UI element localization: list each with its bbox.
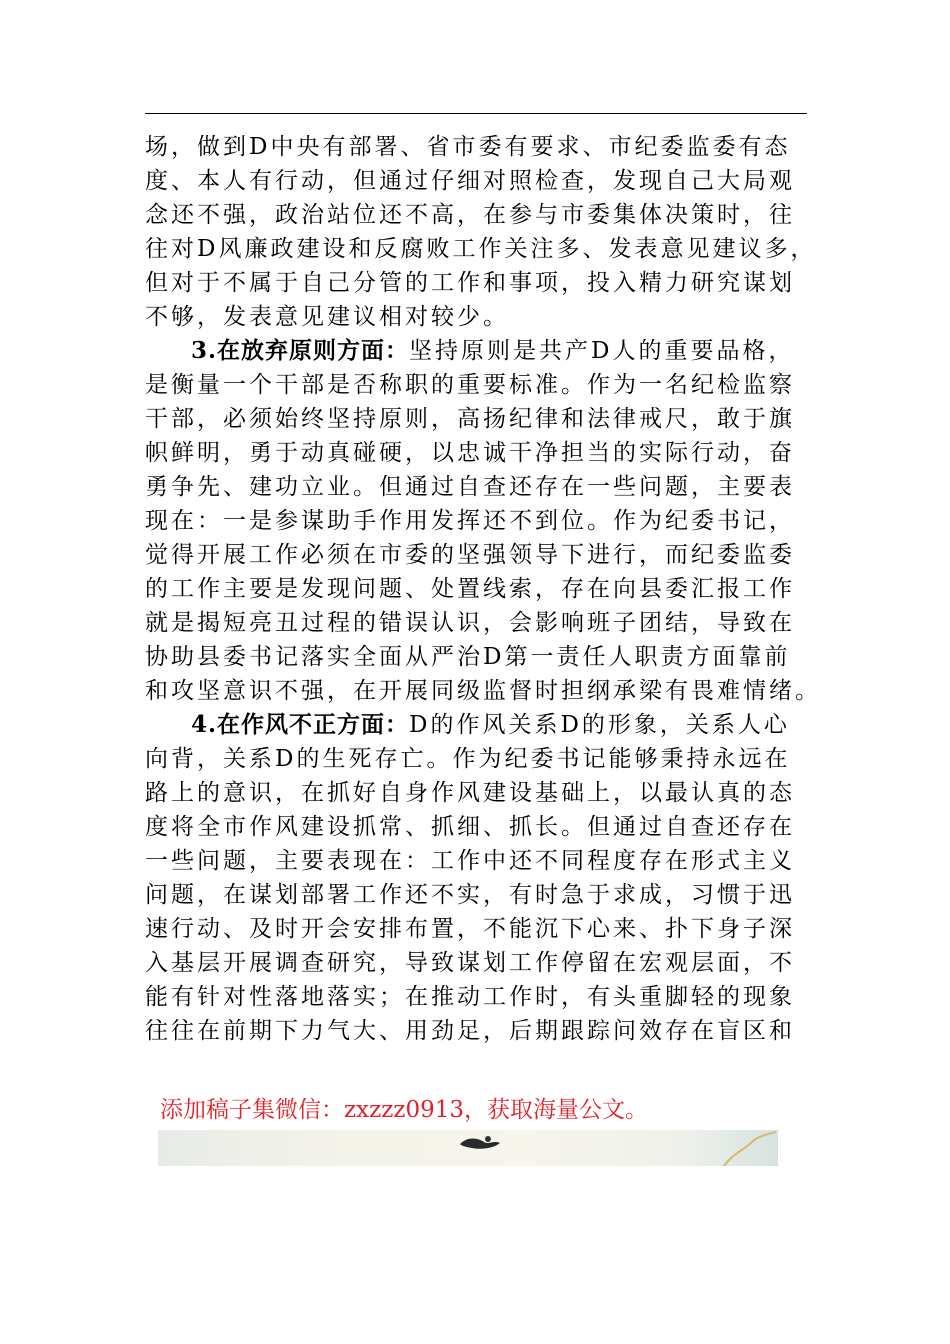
line-text: 向背，关系D的生死存亡。作为纪委书记能够秉持永远在 [145,746,791,772]
line-text: 速行动、及时开会安排布置，不能沉下心来、扑下身子深 [145,916,795,942]
line-text: 觉得开展工作必须在市委的坚强领导下进行，而纪委监委 [145,542,795,568]
text-line [145,946,807,980]
line-text: 现在：一是参谋助手作用发挥还不到位。作为纪委书记， [145,508,795,534]
text-line [145,1014,807,1048]
text-line [145,742,807,776]
text-line [145,164,807,198]
text-line [145,436,807,470]
text-line [145,470,807,504]
line-text: 入基层开展调查研究，导致谋划工作停留在宏观层面，不 [145,950,795,976]
paragraph-heading-line [145,334,807,368]
text-line [145,368,807,402]
section-heading: 4.在作风不正方面： [191,711,410,738]
text-line [145,606,807,640]
line-text: 的工作主要是发现问题、处置线索，存在向县委汇报工作 [145,576,795,602]
line-text: 念还不强，政治站位还不高，在参与市委集体决策时，往 [145,202,795,228]
text-line [145,776,807,810]
document-body [145,130,821,1048]
line-text: 就是揭短亮丑过程的错误认识，会影响班子团结，导致在 [145,610,795,636]
text-line [145,232,817,266]
text-line [145,640,807,674]
text-line [145,198,807,232]
text-line [145,538,807,572]
text-line [145,266,807,300]
ink-brush-icon [458,1134,502,1152]
line-text: 路上的意识，在抓好自身作风建设基础上，以最认真的态 [145,780,795,806]
text-line [145,810,807,844]
line-text: 协助县委书记落实全面从严治D第一责任人职责方面靠前 [145,644,791,670]
text-line [145,912,807,946]
line-text: 问题，在谋划部署工作还不实，有时急于求成，习惯于迅 [145,882,795,908]
line-text: 但对于不属于自己分管的工作和事项，投入精力研究谋划 [145,270,795,296]
line-text: 往往在前期下力气大、用劲足，后期跟踪问效存在盲区和 [145,1018,795,1044]
text-line [145,504,807,538]
line-text: 度将全市作风建设抓常、抓细、抓长。但通过自查还存在 [145,814,795,840]
header-rule [145,113,807,114]
line-text: 勇争先、建功立业。但通过自查还存在一些问题，主要表 [145,474,795,500]
decorative-banner-image [158,1130,778,1166]
line-text: 往对D风廉政建设和反腐败工作关注多、发表意见建议多， [145,236,817,262]
line-text: 一些问题，主要表现在：工作中还不同程度存在形式主义 [145,848,795,874]
text-line [145,674,821,708]
text-line [145,402,807,436]
section-heading: 3.在放弃原则方面： [191,337,410,364]
line-text: D的作风关系D的形象，关系人心 [409,712,790,738]
line-text: 是衡量一个干部是否称职的重要标准。作为一名纪检监察 [145,372,795,398]
line-text: 帜鲜明，勇于动真碰硬，以忠诚干净担当的实际行动，奋 [145,440,795,466]
line-text: 干部，必须始终坚持原则，高扬纪律和法律戒尺，敢于旗 [145,406,795,432]
decorative-curve-icon [718,1130,778,1166]
text-line [145,300,807,334]
line-text: 不够，发表意见建议相对较少。 [145,304,509,330]
text-line [145,844,807,878]
line-text: 和攻坚意识不强，在开展同级监督时担纲承梁有畏难情绪。 [145,678,821,704]
text-line [145,878,807,912]
paragraph-heading-line [145,708,807,742]
line-text: 场，做到D中央有部署、省市委有要求、市纪委监委有态 [145,134,791,160]
line-text: 能有针对性落地落实；在推动工作时，有头重脚轻的现象 [145,984,795,1010]
text-line [145,980,807,1014]
text-line [145,572,807,606]
line-text: 坚持原则是共产D人的重要品格， [409,338,795,364]
text-line [145,130,807,164]
ad-text: 添加稿子集微信：zxzzz0913，获取海量公文。 [160,1097,648,1123]
line-text: 度、本人有行动，但通过仔细对照检查，发现自己大局观 [145,168,795,194]
